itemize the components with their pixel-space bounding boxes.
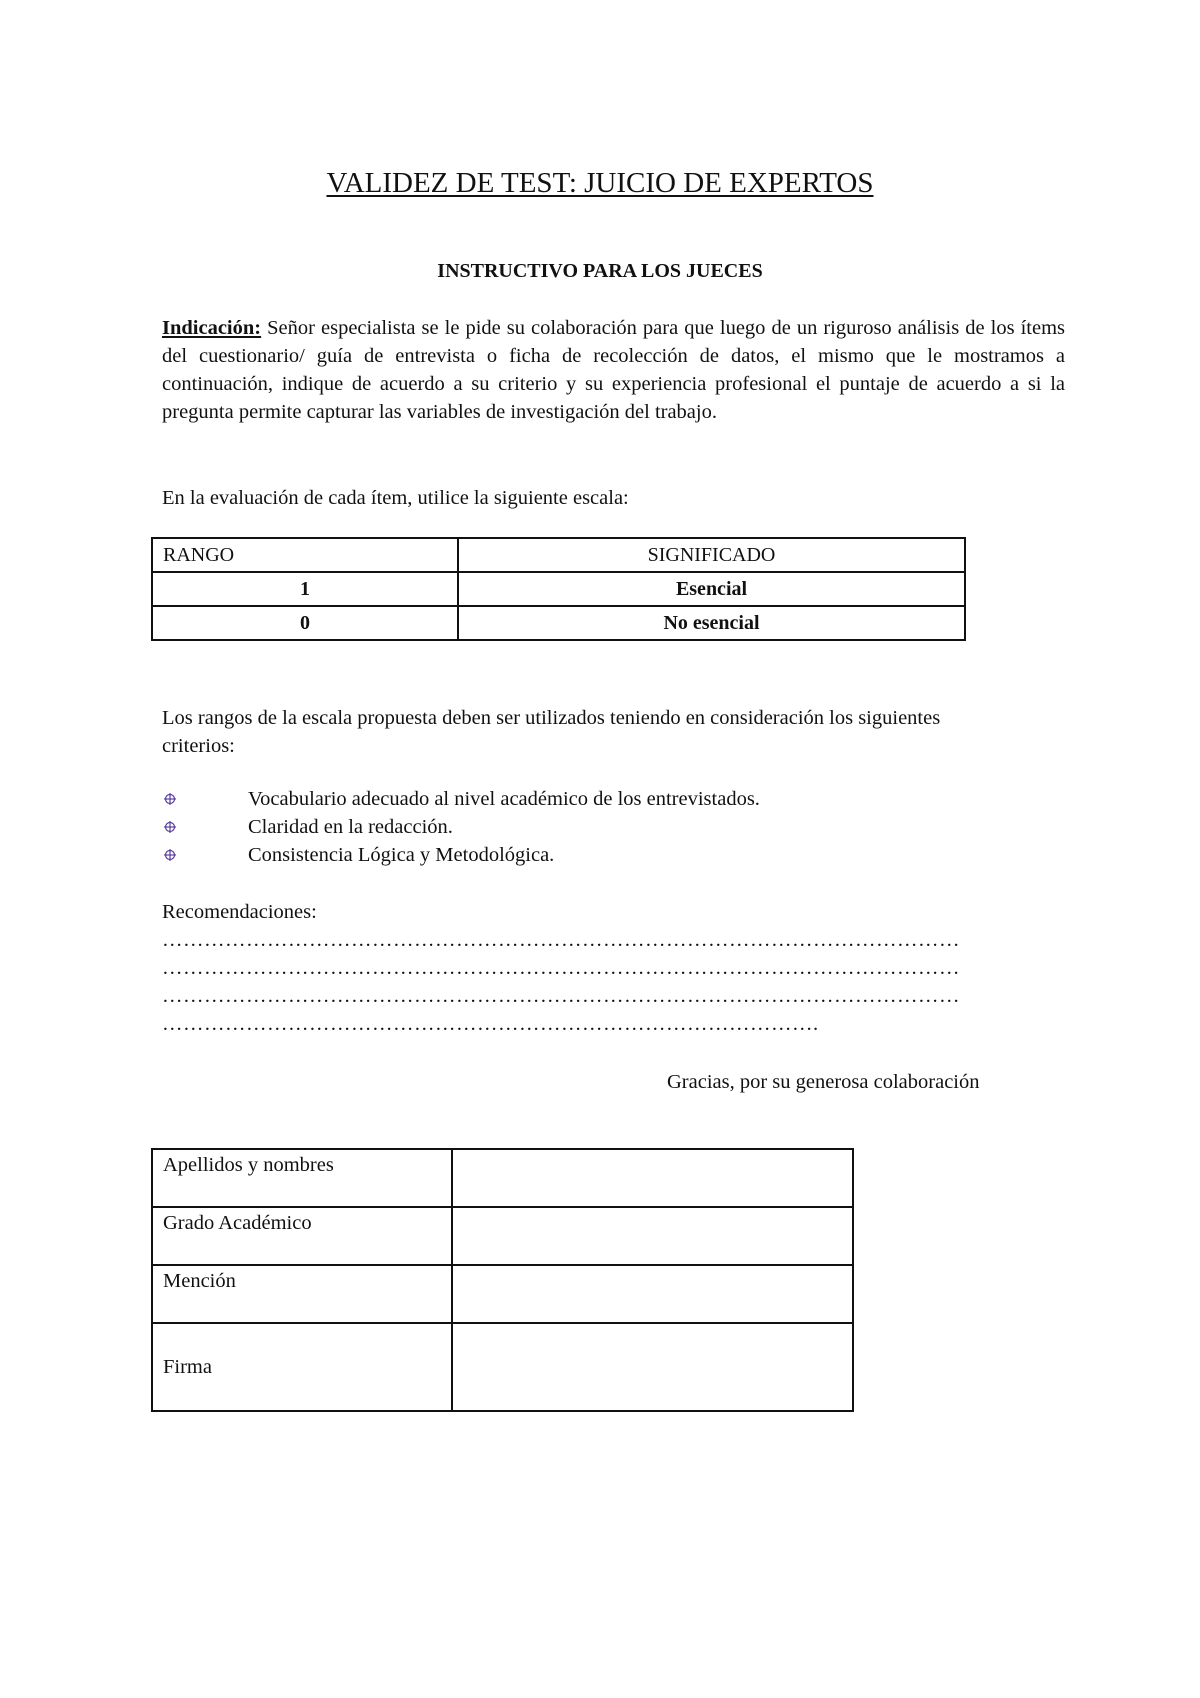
signature-cell[interactable] xyxy=(452,1323,853,1411)
scale-significado-cell: No esencial xyxy=(458,606,965,640)
recommendations-lines xyxy=(162,926,1072,1038)
criteria-list xyxy=(162,785,760,869)
scale-header-significado: SIGNIFICADO xyxy=(458,538,965,572)
crosshair-circle-icon xyxy=(164,849,176,861)
indication-label: Indicación: xyxy=(162,317,262,339)
recommendations-label: Recomendaciones: xyxy=(162,901,317,923)
criteria-item xyxy=(162,785,760,813)
indication-paragraph xyxy=(162,314,1065,426)
expert-info-table xyxy=(151,1148,854,1412)
criteria-item xyxy=(162,841,760,869)
expert-label-cell: Grado Académico xyxy=(152,1207,452,1265)
expert-value-cell[interactable] xyxy=(452,1207,853,1265)
indication-text: Señor especialista se le pide su colaboración para que luego de un riguroso análisis de los ítems del cuestionario/ guía de entrevista o ficha de recolección de datos, el mismo que le mostramos a continuación, indique de acuerdo a su criterio y su experiencia profesional el puntaje de acuerdo a si la pregunta permite capturar las variables de investigación del trabajo. xyxy=(162,317,1065,423)
recommendation-line: …………………………………………………………………………………. xyxy=(162,1013,819,1035)
recommendation-line: …………………………………………………………………………………………………… xyxy=(162,929,960,951)
scale-row xyxy=(152,572,965,606)
expert-value-cell[interactable] xyxy=(452,1265,853,1323)
expert-row xyxy=(152,1149,853,1207)
criteria-intro: Los rangos de la escala propuesta deben ser utilizados teniendo en consideración los siguientes criterios: xyxy=(162,707,941,757)
criteria-text: Vocabulario adecuado al nivel académico de los entrevistados. xyxy=(248,788,760,810)
criteria-text: Claridad en la redacción. xyxy=(248,816,453,838)
crosshair-circle-icon xyxy=(164,793,176,805)
criteria-text: Consistencia Lógica y Metodológica. xyxy=(248,844,555,866)
scale-rango-cell: 0 xyxy=(152,606,458,640)
page-title: VALIDEZ DE TEST: JUICIO DE EXPERTOS xyxy=(326,167,874,199)
recommendation-line: …………………………………………………………………………………………………… xyxy=(162,957,960,979)
thanks-text: Gracias, por su generosa colaboración xyxy=(667,1071,980,1093)
expert-row xyxy=(152,1323,853,1411)
crosshair-circle-icon xyxy=(164,821,176,833)
scale-header-row xyxy=(152,538,965,572)
recommendation-line: …………………………………………………………………………………………………… xyxy=(162,985,960,1007)
scale-significado-cell: Esencial xyxy=(458,572,965,606)
expert-label-cell: Firma xyxy=(152,1323,452,1411)
scale-rango-cell: 1 xyxy=(152,572,458,606)
scale-row xyxy=(152,606,965,640)
expert-row xyxy=(152,1265,853,1323)
scale-table xyxy=(151,537,966,641)
page-subtitle: INSTRUCTIVO PARA LOS JUECES xyxy=(437,260,763,282)
expert-row xyxy=(152,1207,853,1265)
criteria-item xyxy=(162,813,760,841)
expert-value-cell[interactable] xyxy=(452,1149,853,1207)
expert-label-cell: Mención xyxy=(152,1265,452,1323)
scale-intro: En la evaluación de cada ítem, utilice la siguiente escala: xyxy=(162,487,629,509)
scale-header-rango: RANGO xyxy=(152,538,458,572)
expert-label-cell: Apellidos y nombres xyxy=(152,1149,452,1207)
